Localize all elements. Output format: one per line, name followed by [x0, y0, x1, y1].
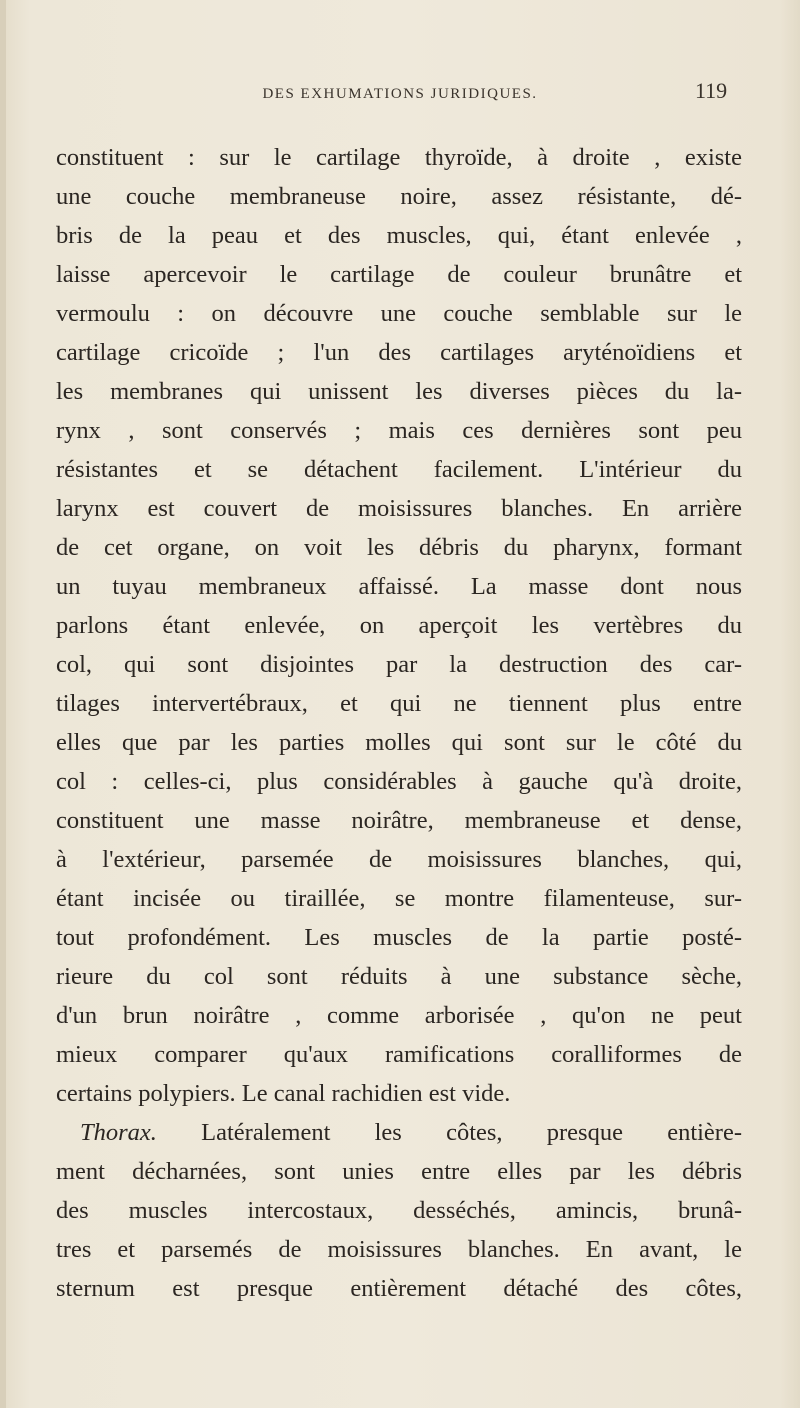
text-line: cartilage cricoïde ; l'un des cartilages aryténoïdiens et: [56, 339, 742, 366]
text-line: d'un brun noirâtre , comme arborisée , qu'on ne peut: [56, 1002, 742, 1029]
text-line: les membranes qui unissent les diverses pièces du la-: [56, 378, 742, 405]
text-line: vermoulu : on découvre une couche semblable sur le: [56, 300, 742, 327]
text-line: tout profondément. Les muscles de la partie posté-: [56, 924, 742, 951]
text-line: de cet organe, on voit les débris du pharynx, formant: [56, 534, 742, 561]
body-text: [56, 138, 742, 1308]
page-number: 119: [695, 78, 728, 103]
page-edge: [0, 0, 6, 1408]
text-line: bris de la peau et des muscles, qui, étant enlevée ,: [56, 222, 742, 249]
text-line: laisse apercevoir le cartilage de couleur brunâtre et: [56, 261, 742, 288]
text-line: une couche membraneuse noire, assez résistante, dé-: [56, 183, 742, 210]
text-line: mieux comparer qu'aux ramifications coralliformes de: [56, 1041, 742, 1068]
text-line: larynx est couvert de moisissures blanches. En arrière: [56, 495, 742, 522]
thorax-heading: Thorax.: [80, 1119, 157, 1146]
text-line: tres et parsemés de moisissures blanches. En avant, le: [56, 1236, 742, 1263]
text-line: constituent une masse noirâtre, membraneuse et dense,: [56, 807, 742, 834]
text-line-paragraph-end: certains polypiers. Le canal rachidien est vide.: [56, 1080, 511, 1107]
text-line: étant incisée ou tiraillée, se montre filamenteuse, sur-: [56, 885, 742, 912]
text-line: ment décharnées, sont unies entre elles par les débris: [56, 1158, 742, 1185]
text-line: sternum est presque entièrement détaché des côtes,: [56, 1275, 742, 1302]
text-line: résistantes et se détachent facilement. L'intérieur du: [56, 456, 742, 483]
text-line: col : celles-ci, plus considérables à gauche qu'à droite,: [56, 768, 742, 795]
thorax-first-line-text: Latéralement les côtes, presque entière-: [201, 1119, 742, 1146]
text-line: elles que par les parties molles qui sont sur le côté du: [56, 729, 742, 756]
text-line: rynx , sont conservés ; mais ces dernières sont peu: [56, 417, 742, 444]
text-line: col, qui sont disjointes par la destruction des car-: [56, 651, 742, 678]
running-header: DES EXHUMATIONS JURIDIQUES.: [262, 86, 538, 102]
text-line: un tuyau membraneux affaissé. La masse dont nous: [56, 573, 742, 600]
text-line: des muscles intercostaux, desséchés, amincis, brunâ-: [56, 1197, 742, 1224]
text-line: constituent : sur le cartilage thyroïde, à droite , existe: [56, 144, 742, 171]
text-line: parlons étant enlevée, on aperçoit les vertèbres du: [56, 612, 742, 639]
text-line: rieure du col sont réduits à une substance sèche,: [56, 963, 742, 990]
text-line: à l'extérieur, parsemée de moisissures blanches, qui,: [56, 846, 742, 873]
text-line: tilages intervertébraux, et qui ne tiennent plus entre: [56, 690, 742, 717]
thorax-first-line: [56, 1113, 742, 1152]
